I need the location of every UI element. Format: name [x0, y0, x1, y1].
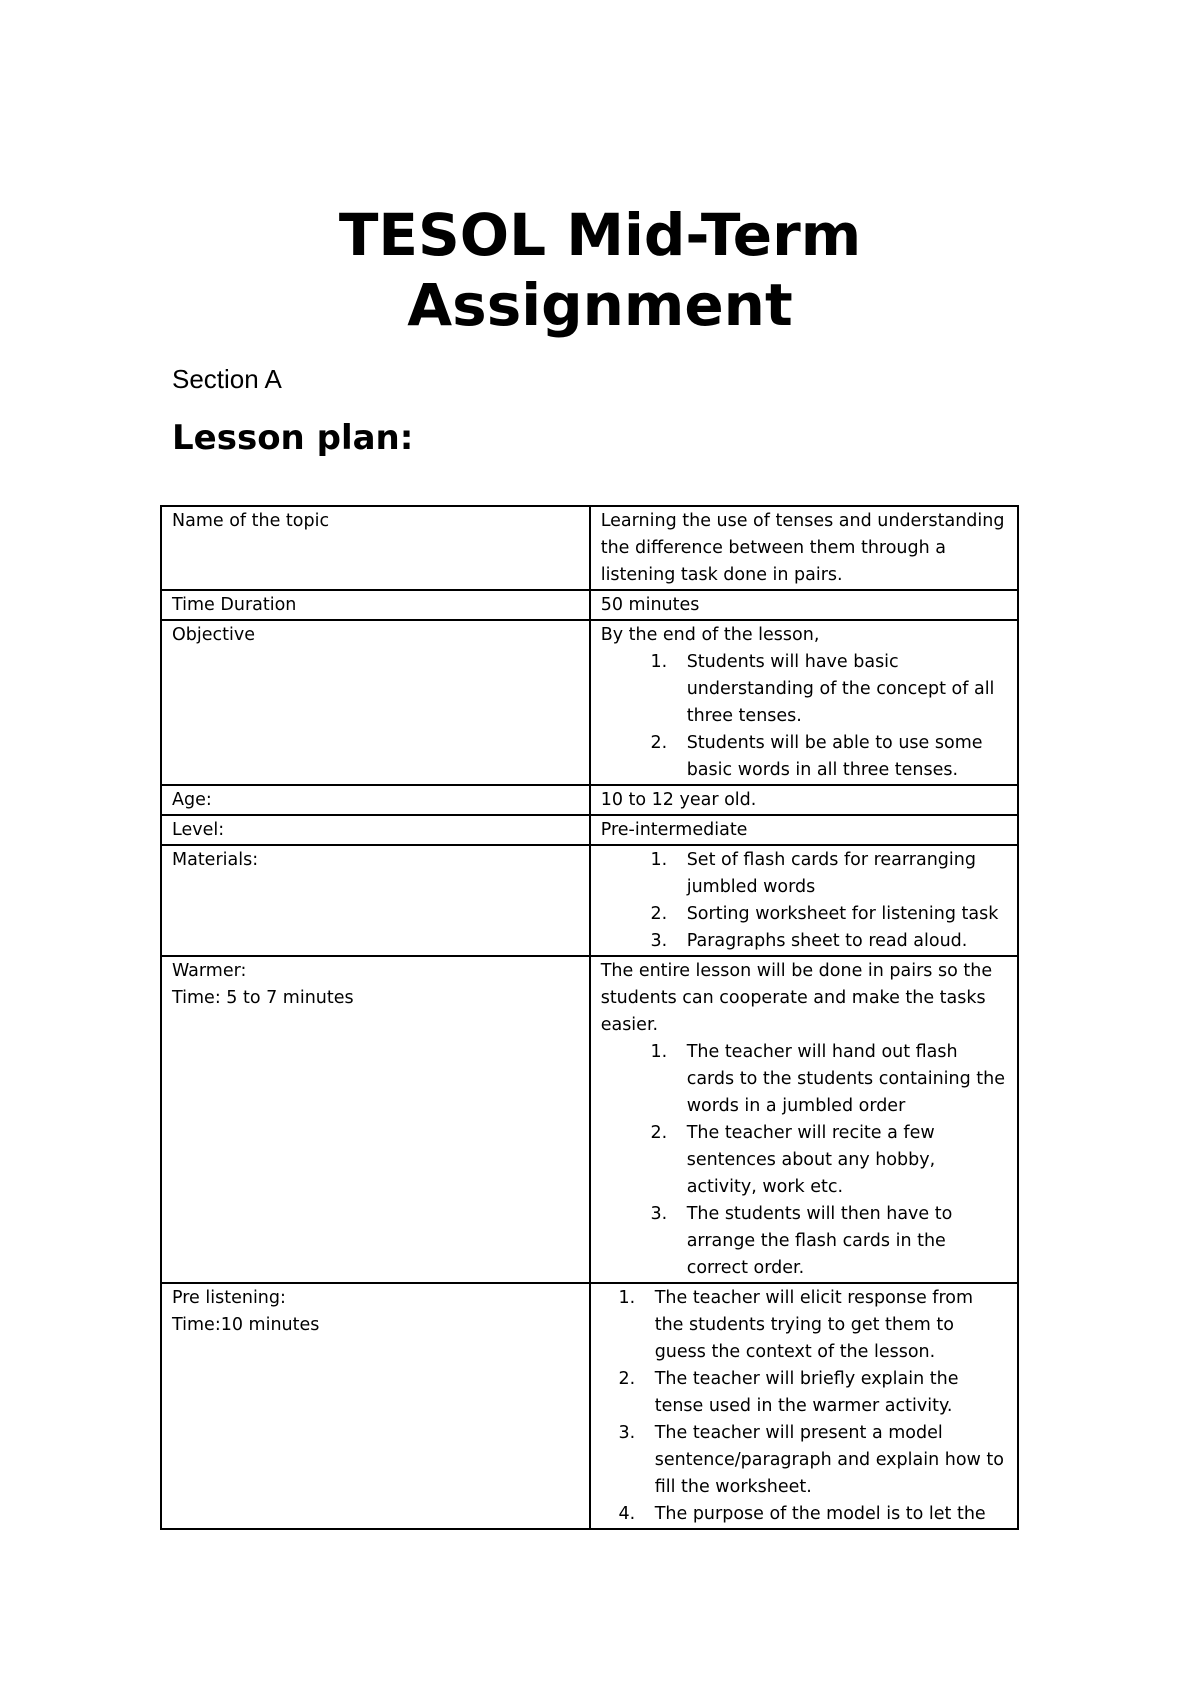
level-value: Pre-intermediate	[590, 815, 1018, 845]
lesson-plan-table	[160, 505, 1019, 1530]
duration-label: Time Duration	[161, 590, 590, 620]
list-item: 1. The teacher will hand out flash cards to the students containing the words in a jumbled order	[673, 1039, 1007, 1120]
pre-listening-label-cell	[161, 1283, 590, 1529]
document-title	[0, 200, 1200, 340]
materials-list	[601, 847, 1007, 955]
pre-listening-time: Time:10 minutes	[172, 1315, 320, 1335]
pre-listening-list	[601, 1285, 1007, 1528]
row-objective	[161, 620, 1018, 785]
materials-label: Materials:	[161, 845, 590, 956]
warmer-value	[590, 956, 1018, 1283]
list-item: 3. Paragraphs sheet to read aloud.	[673, 928, 1007, 955]
title-line-2: Assignment	[407, 271, 793, 339]
list-item: 2. Students will be able to use some basic words in all three tenses.	[673, 730, 1007, 784]
materials-value	[590, 845, 1018, 956]
warmer-label-cell	[161, 956, 590, 1283]
list-item: 2. The teacher will recite a few sentences about any hobby, activity, work etc.	[673, 1120, 1007, 1201]
objective-label: Objective	[161, 620, 590, 785]
title-line-1: TESOL Mid-Term	[338, 201, 862, 269]
warmer-label: Warmer:	[172, 961, 247, 981]
row-pre-listening	[161, 1283, 1018, 1529]
age-value: 10 to 12 year old.	[590, 785, 1018, 815]
list-item: 1. The teacher will elicit response from the students trying to get them to guess the context of the lesson.	[641, 1285, 1007, 1366]
row-duration	[161, 590, 1018, 620]
list-item: 3. The students will then have to arrange the flash cards in the correct order.	[673, 1201, 1007, 1282]
list-item: 1. Set of flash cards for rearranging jumbled words	[673, 847, 1007, 901]
objective-intro: By the end of the lesson,	[600, 625, 820, 645]
row-warmer	[161, 956, 1018, 1283]
age-label: Age:	[161, 785, 590, 815]
list-item: 4. The purpose of the model is to let the	[641, 1501, 1007, 1528]
topic-label: Name of the topic	[161, 506, 590, 590]
section-label: Section A	[172, 364, 282, 394]
list-item: 1. Students will have basic understanding of the concept of all three tenses.	[673, 649, 1007, 730]
row-level	[161, 815, 1018, 845]
warmer-time: Time: 5 to 7 minutes	[172, 988, 354, 1008]
row-topic	[161, 506, 1018, 590]
row-materials	[161, 845, 1018, 956]
list-item: 2. The teacher will briefly explain the tense used in the warmer activity.	[641, 1366, 1007, 1420]
pre-listening-label: Pre listening:	[172, 1288, 286, 1308]
row-age	[161, 785, 1018, 815]
pre-listening-value	[590, 1283, 1018, 1529]
objective-list	[601, 649, 1007, 784]
warmer-intro: The entire lesson will be done in pairs so the students can cooperate and make the tasks easier.	[600, 961, 993, 1035]
list-item: 2. Sorting worksheet for listening task	[673, 901, 1007, 928]
warmer-list	[601, 1039, 1007, 1282]
list-item: 3. The teacher will present a model sentence/paragraph and explain how to fill the worksheet.	[641, 1420, 1007, 1501]
topic-value: Learning the use of tenses and understanding the difference between them through a listening task done in pairs.	[590, 506, 1018, 590]
objective-value	[590, 620, 1018, 785]
duration-value: 50 minutes	[590, 590, 1018, 620]
level-label: Level:	[161, 815, 590, 845]
lesson-plan-heading: Lesson plan:	[172, 418, 414, 458]
